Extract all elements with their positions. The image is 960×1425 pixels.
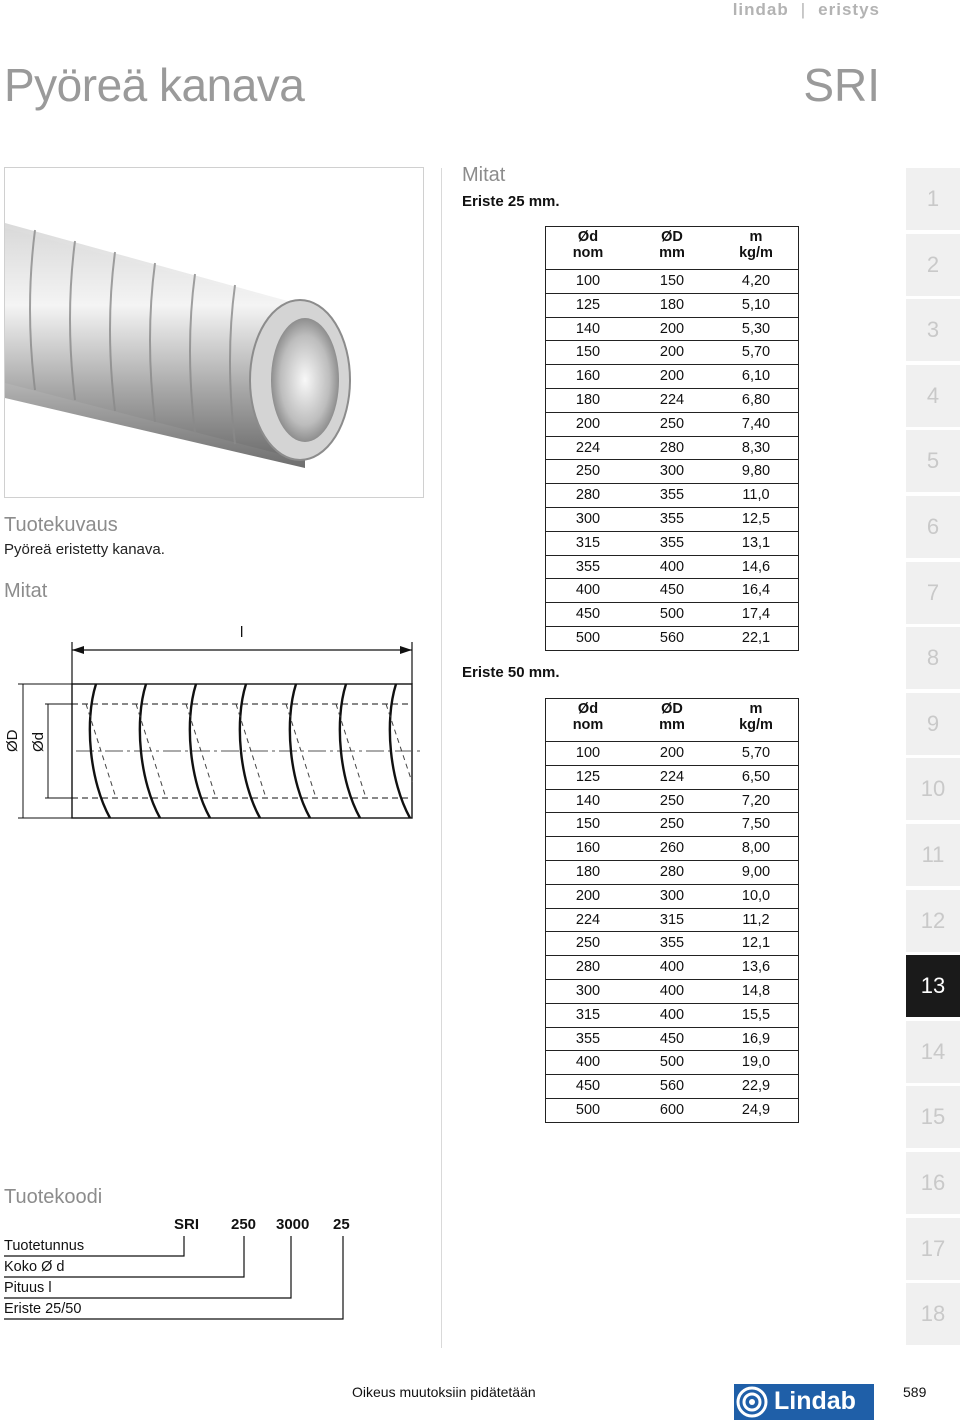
table-cell: 13,1 [714, 531, 798, 555]
column-header [714, 699, 798, 742]
chapter-tab-18[interactable]: 18 [906, 1283, 960, 1345]
table-cell: 22,9 [714, 1075, 798, 1099]
column-header [546, 699, 630, 742]
table-cell: 9,80 [714, 460, 798, 484]
table-cell: 140 [546, 789, 630, 813]
table-cell: 400 [546, 579, 630, 603]
chapter-tab-8[interactable]: 8 [906, 627, 960, 689]
table-cell: 5,30 [714, 317, 798, 341]
table-row [546, 341, 798, 365]
chapter-tab-12[interactable]: 12 [906, 890, 960, 952]
chapter-tab-15[interactable]: 15 [906, 1086, 960, 1148]
table-cell: 200 [630, 365, 714, 389]
brand-separator: | [800, 0, 807, 19]
chapter-tab-16[interactable]: 16 [906, 1152, 960, 1214]
table-cell: 15,5 [714, 1003, 798, 1027]
table-cell: 150 [546, 813, 630, 837]
table-cell: 355 [630, 507, 714, 531]
column-header-unit: kg/m [739, 717, 773, 733]
table-cell: 5,70 [714, 341, 798, 365]
table-cell: 5,70 [714, 742, 798, 766]
table-cell: 250 [546, 932, 630, 956]
dimensions-heading: Mitat [4, 580, 48, 602]
table-cell: 250 [630, 789, 714, 813]
table-cell: 8,00 [714, 837, 798, 861]
table-cell: 6,80 [714, 388, 798, 412]
table-cell: 224 [630, 765, 714, 789]
table-cell: 16,9 [714, 1027, 798, 1051]
table-cell: 355 [630, 484, 714, 508]
column-header-symbol: m [749, 701, 763, 717]
table-row [546, 860, 798, 884]
table-cell: 315 [546, 531, 630, 555]
table-cell: 260 [630, 837, 714, 861]
chapter-tabs [906, 168, 960, 1348]
table-row [546, 412, 798, 436]
table-cell: 12,5 [714, 507, 798, 531]
table-cell: 19,0 [714, 1051, 798, 1075]
table-row [546, 388, 798, 412]
table-row [546, 436, 798, 460]
table-cell: 24,9 [714, 1098, 798, 1121]
product-code-diagram [0, 1210, 380, 1335]
column-header-symbol: ØD [661, 701, 683, 717]
table-cell: 150 [546, 341, 630, 365]
chapter-tab-17[interactable]: 17 [906, 1218, 960, 1280]
table-cell: 8,30 [714, 436, 798, 460]
table-cell: 180 [546, 860, 630, 884]
code-label-insulation: Eriste 25/50 [4, 1301, 82, 1317]
table-cell: 400 [630, 956, 714, 980]
table-cell: 16,4 [714, 579, 798, 603]
table-cell: 355 [630, 531, 714, 555]
table-cell: 17,4 [714, 603, 798, 627]
chapter-tab-11[interactable]: 11 [906, 824, 960, 886]
table-row [546, 813, 798, 837]
column-header-unit: nom [572, 717, 604, 733]
table-cell: 224 [546, 436, 630, 460]
chapter-tab-5[interactable]: 5 [906, 430, 960, 492]
chapter-tab-1[interactable]: 1 [906, 168, 960, 230]
brand-header [733, 0, 880, 20]
spec-table-50 [545, 698, 799, 1123]
code-part-type: SRI [174, 1216, 200, 1233]
chapter-tab-2[interactable]: 2 [906, 234, 960, 296]
table-cell: 140 [546, 317, 630, 341]
table-cell: 13,6 [714, 956, 798, 980]
table-cell: 355 [546, 1027, 630, 1051]
length-label: l [240, 624, 244, 641]
table-row [546, 293, 798, 317]
logo-text: Lindab [774, 1387, 856, 1415]
table-cell: 400 [630, 979, 714, 1003]
table-header-row [546, 699, 798, 742]
column-header [546, 227, 630, 270]
table-cell: 355 [630, 932, 714, 956]
table-row [546, 365, 798, 389]
spec-table-25 [545, 226, 799, 651]
table-cell: 7,50 [714, 813, 798, 837]
code-label-length: Pituus l [4, 1280, 52, 1296]
technical-drawing [0, 622, 430, 832]
column-divider [441, 168, 442, 1348]
table-row [546, 484, 798, 508]
table-cell: 125 [546, 293, 630, 317]
brand-lindab: lindab [732, 0, 789, 19]
column-header-symbol: Ød [577, 701, 599, 717]
column-header-symbol: ØD [661, 229, 683, 245]
dimension-table [546, 699, 798, 1122]
table-row [546, 1098, 798, 1121]
table-row [546, 1003, 798, 1027]
description-heading: Tuotekuvaus [4, 514, 118, 536]
footer-note: Oikeus muutoksiin pidätetään [352, 1384, 536, 1400]
code-part-size: 250 [231, 1216, 257, 1233]
code-label-type: Tuotetunnus [4, 1238, 85, 1254]
page-title: Pyöreä kanava [4, 59, 305, 111]
table-row [546, 270, 798, 294]
chapter-tab-9[interactable]: 9 [906, 693, 960, 755]
table-cell: 10,0 [714, 884, 798, 908]
table-row [546, 932, 798, 956]
table-row [546, 908, 798, 932]
inner-diameter-label: Ød [30, 731, 47, 752]
table-caption-25: Eriste 25 mm. [462, 193, 560, 210]
table-cell: 200 [630, 341, 714, 365]
dimension-table [546, 227, 798, 650]
column-header-symbol: Ød [577, 229, 599, 245]
column-header-unit: mm [659, 245, 685, 261]
table-header-row [546, 227, 798, 270]
table-cell: 300 [546, 979, 630, 1003]
table-row [546, 1051, 798, 1075]
table-row [546, 1027, 798, 1051]
table-row [546, 837, 798, 861]
table-cell: 5,10 [714, 293, 798, 317]
table-cell: 450 [630, 1027, 714, 1051]
table-cell: 9,00 [714, 860, 798, 884]
table-caption-50: Eriste 50 mm. [462, 664, 560, 681]
column-header-symbol: m [749, 229, 763, 245]
table-cell: 250 [630, 813, 714, 837]
table-cell: 300 [546, 507, 630, 531]
table-cell: 125 [546, 765, 630, 789]
column-header-unit: mm [659, 717, 685, 733]
product-code-heading: Tuotekoodi [4, 1186, 103, 1208]
table-cell: 224 [630, 388, 714, 412]
table-row [546, 507, 798, 531]
chapter-tab-6[interactable]: 6 [906, 496, 960, 558]
table-cell: 280 [630, 436, 714, 460]
table-cell: 224 [546, 908, 630, 932]
table-cell: 500 [630, 1051, 714, 1075]
outer-diameter-label: ØD [4, 729, 21, 752]
table-cell: 100 [546, 742, 630, 766]
table-cell: 450 [630, 579, 714, 603]
table-cell: 200 [630, 317, 714, 341]
table-cell: 14,6 [714, 555, 798, 579]
table-cell: 560 [630, 1075, 714, 1099]
table-row [546, 626, 798, 649]
table-cell: 160 [546, 365, 630, 389]
page-number: 589 [903, 1384, 927, 1400]
chapter-tab-3[interactable]: 3 [906, 299, 960, 361]
table-cell: 500 [630, 603, 714, 627]
code-part-length: 3000 [276, 1216, 310, 1233]
table-cell: 400 [630, 555, 714, 579]
code-part-insulation: 25 [333, 1216, 350, 1233]
chapter-tab-10[interactable]: 10 [906, 758, 960, 820]
column-header-unit: kg/m [739, 245, 773, 261]
table-cell: 280 [546, 484, 630, 508]
code-label-size: Koko Ø d [4, 1259, 65, 1275]
chapter-tab-14[interactable]: 14 [906, 1021, 960, 1083]
table-cell: 450 [546, 603, 630, 627]
table-cell: 100 [546, 270, 630, 294]
table-cell: 315 [630, 908, 714, 932]
table-cell: 300 [630, 884, 714, 908]
table-cell: 180 [546, 388, 630, 412]
table-row [546, 789, 798, 813]
product-photo [4, 167, 424, 498]
lindab-logo [734, 1384, 874, 1420]
table-cell: 6,10 [714, 365, 798, 389]
table-cell: 200 [546, 412, 630, 436]
table-row [546, 1075, 798, 1099]
table-cell: 12,1 [714, 932, 798, 956]
table-cell: 200 [630, 742, 714, 766]
table-row [546, 603, 798, 627]
table-cell: 11,0 [714, 484, 798, 508]
column-header [714, 227, 798, 270]
table-row [546, 979, 798, 1003]
table-row [546, 555, 798, 579]
table-row [546, 742, 798, 766]
table-cell: 355 [546, 555, 630, 579]
table-cell: 250 [546, 460, 630, 484]
table-cell: 300 [630, 460, 714, 484]
dimensions-table-heading: Mitat [462, 164, 506, 186]
brand-category: eristys [818, 0, 880, 19]
table-cell: 500 [546, 626, 630, 649]
table-cell: 400 [546, 1051, 630, 1075]
table-cell: 560 [630, 626, 714, 649]
table-cell: 4,20 [714, 270, 798, 294]
table-row [546, 579, 798, 603]
table-row [546, 460, 798, 484]
table-cell: 315 [546, 1003, 630, 1027]
table-cell: 6,50 [714, 765, 798, 789]
table-row [546, 317, 798, 341]
table-cell: 180 [630, 293, 714, 317]
table-cell: 500 [546, 1098, 630, 1121]
column-header [630, 699, 714, 742]
table-cell: 150 [630, 270, 714, 294]
table-cell: 400 [630, 1003, 714, 1027]
chapter-tab-7[interactable]: 7 [906, 562, 960, 624]
table-cell: 280 [546, 956, 630, 980]
table-cell: 280 [630, 860, 714, 884]
table-cell: 11,2 [714, 908, 798, 932]
table-cell: 250 [630, 412, 714, 436]
table-cell: 14,8 [714, 979, 798, 1003]
table-cell: 7,40 [714, 412, 798, 436]
table-row [546, 884, 798, 908]
column-header [630, 227, 714, 270]
column-header-unit: nom [572, 245, 604, 261]
table-cell: 22,1 [714, 626, 798, 649]
table-cell: 200 [546, 884, 630, 908]
table-cell: 160 [546, 837, 630, 861]
description-text: Pyöreä eristetty kanava. [4, 541, 165, 558]
table-row [546, 531, 798, 555]
table-cell: 600 [630, 1098, 714, 1121]
chapter-tab-13[interactable]: 13 [906, 955, 960, 1017]
table-cell: 450 [546, 1075, 630, 1099]
table-cell: 7,20 [714, 789, 798, 813]
table-row [546, 956, 798, 980]
table-row [546, 765, 798, 789]
product-code-title: SRI [803, 59, 880, 111]
chapter-tab-4[interactable]: 4 [906, 365, 960, 427]
